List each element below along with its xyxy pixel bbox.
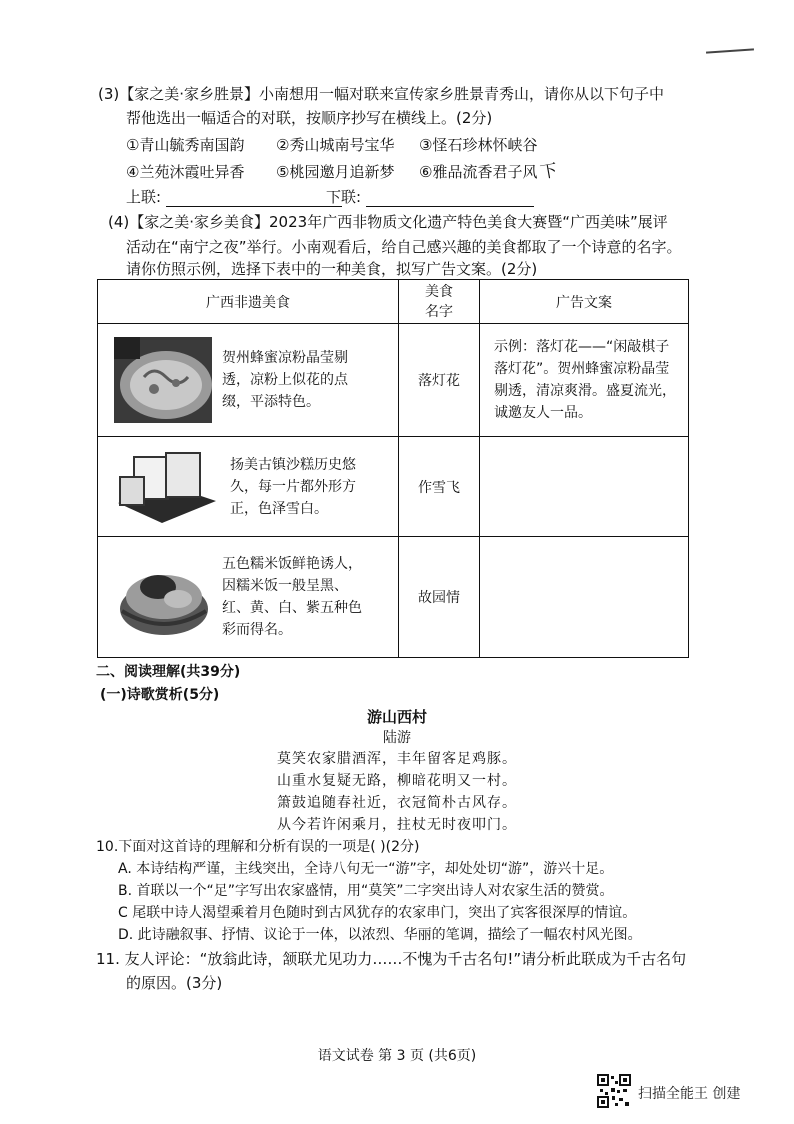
poem-line-4: 从今若许闲乘月，拄杖无时夜叩门。 (277, 817, 517, 833)
q3-option-4: ④兰苑沐霞吐异香 (126, 163, 245, 181)
lower-couplet-label: 下联: (326, 188, 362, 206)
q10-option-b: B. 首联以一个“足”字写出农家盛情，用“莫笑”二字突出诗人对农家生活的赞赏。 (118, 883, 614, 899)
jelly-photo (114, 337, 212, 423)
q11-line1: 11. 友人评论：“放翁此诗，颔联尤见功力……不愧为千古名句!”请分析此联成为千古名句 (96, 950, 687, 968)
q3-option-2: ②秀山城南号宝华 (276, 136, 395, 154)
ad-answer-blank[interactable] (480, 437, 689, 537)
qr-code-icon (597, 1074, 631, 1108)
q11-line2: 的原因。(3分) (126, 974, 223, 992)
q3-line1: (3)【家之美·家乡胜景】小南想用一幅对联来宣传家乡胜景青秀山，请你从以下句子中 (98, 85, 665, 103)
q3-option-1: ①青山毓秀南国韵 (126, 136, 245, 154)
food-name: 落灯花 (399, 324, 480, 437)
upper-couplet-blank[interactable] (166, 192, 342, 207)
poem-title: 游山西村 (366, 708, 427, 726)
poem-line-1: 莫笑农家腊酒浑，丰年留客足鸡豚。 (277, 751, 517, 767)
food-table (97, 279, 689, 658)
food-cell (98, 537, 399, 658)
poem-line-3: 箫鼓追随春社近，衣冠简朴古风存。 (277, 795, 517, 811)
section2-title: 二、阅读理解(共39分) (96, 664, 241, 680)
poem-line-2: 山重水复疑无路，柳暗花明又一村。 (277, 773, 517, 789)
section2-subtitle: (一)诗歌赏析(5分) (100, 687, 220, 703)
handwritten-mark: 下 (538, 160, 560, 184)
scan-mark (706, 48, 754, 53)
lower-couplet-blank[interactable] (366, 192, 534, 207)
scanner-watermark: 扫描全能王 创建 (638, 1086, 741, 1102)
food-desc: 五色糯米饭鲜艳诱人，因糯米饭一般呈黑、红、黄、白、紫五种色彩而得名。 (222, 556, 362, 638)
food-cell (98, 324, 399, 437)
q10-option-a: A. 本诗结构严谨，主线突出，全诗八句无一“游”字，却处处切“游”，游兴十足。 (118, 861, 614, 877)
q4-line2: 活动在“南宁之夜”举行。小南观看后，给自己感兴趣的美食都取了一个诗意的名字。 (126, 238, 682, 256)
table-row (98, 324, 689, 437)
q3-option-5: ⑤桃园邀月追新梦 (276, 163, 395, 181)
table-row (98, 437, 689, 537)
q10-option-d: D. 此诗融叙事、抒情、议论于一体，以浓烈、华丽的笔调，描绘了一幅农村风光图。 (118, 927, 642, 943)
q3-option-3: ③怪石珍林怀峡谷 (419, 136, 538, 154)
table-header-row (98, 280, 689, 324)
food-name: 故园情 (399, 537, 480, 658)
header-name: 美食名字 (399, 280, 480, 324)
ad-answer-blank[interactable] (480, 537, 689, 658)
upper-couplet-label: 上联: (126, 188, 162, 206)
q3-line2: 帮他选出一幅适合的对联，按顺序抄写在横线上。(2分) (126, 109, 493, 127)
cake-photo (114, 447, 220, 527)
lower-couplet-row (326, 186, 534, 207)
q10-option-c: C 尾联中诗人渴望乘着月色随时到古风犹存的农家串门，突出了宾客很深厚的情谊。 (118, 905, 637, 921)
header-ad: 广告文案 (480, 280, 689, 324)
upper-couplet-row (126, 186, 342, 207)
header-food: 广西非遗美食 (98, 280, 399, 324)
food-name: 作雪飞 (399, 437, 480, 537)
food-desc: 扬美古镇沙糕历史悠久，每一片都外形方正，色泽雪白。 (230, 456, 356, 517)
q10-stem: 10.下面对这首诗的理解和分析有误的一项是( )(2分) (96, 839, 420, 855)
q3-option-6: ⑥雅品流香君子风 (419, 163, 538, 181)
q4-line1: (4)【家之美·家乡美食】2023年广西非物质文化遗产特色美食大赛暨“广西美味”展评 (108, 213, 668, 231)
poem-author: 陆游 (383, 730, 411, 746)
table-row (98, 537, 689, 658)
ad-example: 示例：落灯花——“闲敲棋子落灯花”。贺州蜂蜜凉粉晶莹剔透，清凉爽滑。盛夏流光，诚邀友人一品。 (480, 324, 689, 437)
q4-line3: 请你仿照示例，选择下表中的一种美食，拟写广告文案。(2分) (126, 260, 538, 278)
page-footer: 语文试卷 第 3 页 (共6页) (317, 1048, 477, 1064)
rice-photo (114, 553, 212, 641)
food-desc: 贺州蜂蜜凉粉晶莹剔透，凉粉上似花的点缀，平添特色。 (222, 350, 348, 410)
food-cell (98, 437, 399, 537)
